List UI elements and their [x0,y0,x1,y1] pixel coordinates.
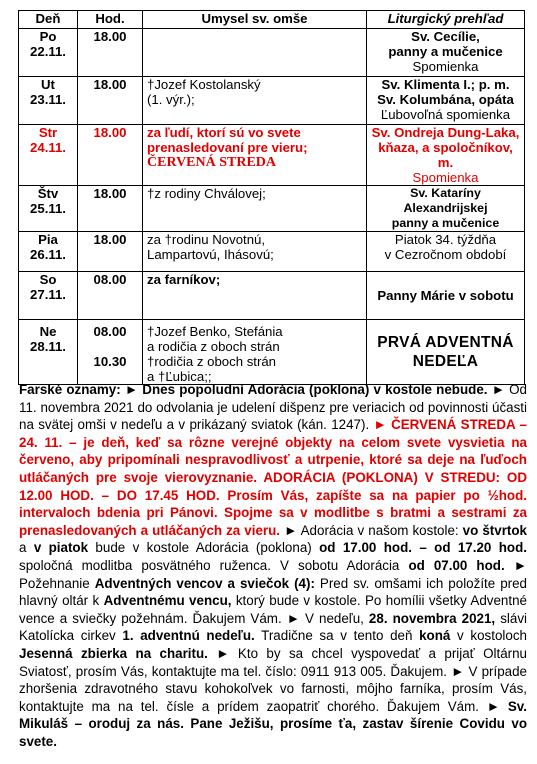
intent-cell: †Jozef Benko, Stefánia a rodičia z oboch strán †rodičia z oboch strán a †Ľubica;; [143,320,367,385]
day-cell: Ne 28.11. [19,320,78,385]
table-row [19,77,525,125]
liturgy-cell: Sv. Kataríny Alexandrijskej panny a mučenice [367,186,525,232]
intent-cell: †z rodiny Chválovej; [143,186,367,232]
day-cell: Štv 25.11. [19,186,78,232]
hour-cell: 18.00 [78,125,143,186]
hour-cell: 18.00 [78,186,143,232]
liturgy-cell: Panny Márie v sobotu [367,272,525,320]
intent-cell: za farníkov; [143,272,367,320]
intent-cell: †Jozef Kostolanský (1. výr.); [143,77,367,125]
hour-cell: 18.00 [78,77,143,125]
table-row [19,232,525,272]
table-row [19,186,525,232]
liturgy-cell: Piatok 34. týždňa v Cezročnom období [367,232,525,272]
parish-announcements: Farské oznamy: ► Dnes popoludní Adorácia (poklona) v kostole nebude. ► Od 11. novembra 2021 do odvolania je udelení dišpenz pre veriacich od povinnosti účasti na svätej omši v nedeľu a v prikázaný sviatok (kán. 1247). ► ČERVENÁ STREDA – 24. 11. – je deň, keď sa rôzne verejné objekty na celom svete vysvietia na červeno, aby pripomínali nespravodlivosť a utrpenie, ktoré sa deje na ľuďoch utláčaných pre svoje vierovyznanie. ADORÁCIA (POKLONA) V STREDU: OD 12.00 HOD. – DO 17.45 HOD. Prosím Vás, zapíšte sa na papier po ½hod. intervaloch bdenia pri Pánovi. Spojme sa v modlitbe s bratmi a sestrami za prenasledovaných a utláčaných za vieru. ► Adorácia v našom kostole: vo štvrtok a v piatok bude v kostole Adorácia (poklona) od 17.00 hod. – od 17.20 hod. spoločná modlitba posvätného ruženca. V sobotu Adorácia od 07.00 hod. ► Požehnanie Adventných vencov a sviečok (4): Pred sv. omšami ich položíte pred hlavný oltár k Adventnému vencu, ktorý bude v kostole. Po homílii všetky Adventné vence a sviečky požehnám. Ďakujem Vám. ► V nedeľu, 28. novembra 2021, slávi Katolícka cirkev 1. adventnú nedeľu. Tradične sa v tento deň koná v kostoloch Jesenná zbierka na charitu. ► Kto by sa chcel vyspovedať a prijať Oltárnu Sviatosť, prosím Vás, kontaktujte ma tel. číslo: 0911 913 005. Ďakujem. ► V prípade zhoršenia zdravotného stavu kohokoľvek vo farnosti, môjho farníka, prosím Vás, kontaktujte ma na tel. čísle a prídem zaopatriť chorého. Ďakujem Vám. ► Sv. Mikuláš – oroduj za nás. Pane Ježišu, prosíme ťa, zastav šírenie Covidu vo svete. [19,382,527,749]
liturgy-cell: PRVÁ ADVENTNÁ NEDEĽA [367,320,525,385]
table-row [19,320,525,385]
header-liturgy: Liturgický prehľad [367,11,525,29]
table-row [19,272,525,320]
intent-cell: za †rodinu Novotnú, Lampartovú, Ihásovú; [143,232,367,272]
hour-cell: 18.00 [78,29,143,77]
liturgy-cell: Sv. Ondreja Dung-Laka, kňaza, a spoločníkov, m. Spomienka [367,125,525,186]
header-day: Deň [19,11,78,29]
day-cell: Ut 23.11. [19,77,78,125]
hour-cell: 08.00 10.30 [78,320,143,385]
hour-cell: 18.00 [78,232,143,272]
red-wednesday-announcement: ► ČERVENÁ STREDA – 24. 11. – je deň, keď sa rôzne verejné objekty na celom svete vysvietia na červeno, aby pripomínali nespravodlivosť a utrpenie, ktoré sa deje na ľuďoch utláčaných pre svoje vierovyznanie. ADORÁCIA (POKLONA) V STREDU: OD 12.00 HOD. – DO 17.45 HOD. Prosím Vás, zapíšte sa na papier po ½hod. intervaloch bdenia pri Pánovi. Spojme sa v modlitbe s bratmi a sestrami za prenasledovaných a utláčaných za vieru. [19,417,527,538]
day-cell: So 27.11. [19,272,78,320]
table-row [19,29,525,77]
day-cell: Str 24.11. [19,125,78,186]
intent-cell: za ľudí, ktorí sú vo svete prenasledovaní pre vieru; ČERVENÁ STREDA [143,125,367,186]
header-hour: Hod. [78,11,143,29]
liturgy-cell: Sv. Klimenta I.; p. m. Sv. Kolumbána, opáta Ľubovoľná spomienka [367,77,525,125]
day-cell: Pia 26.11. [19,232,78,272]
table-header-row [19,11,525,29]
hour-cell: 08.00 [78,272,143,320]
liturgy-cell: Sv. Cecílie, panny a mučenice Spomienka [367,29,525,77]
table-row [19,125,525,186]
mass-schedule-table [18,10,525,385]
day-cell: Po 22.11. [19,29,78,77]
announcements-heading: Farské oznamy: ► [19,382,143,397]
intent-cell [143,29,367,77]
header-intent: Umysel sv. omše [143,11,367,29]
